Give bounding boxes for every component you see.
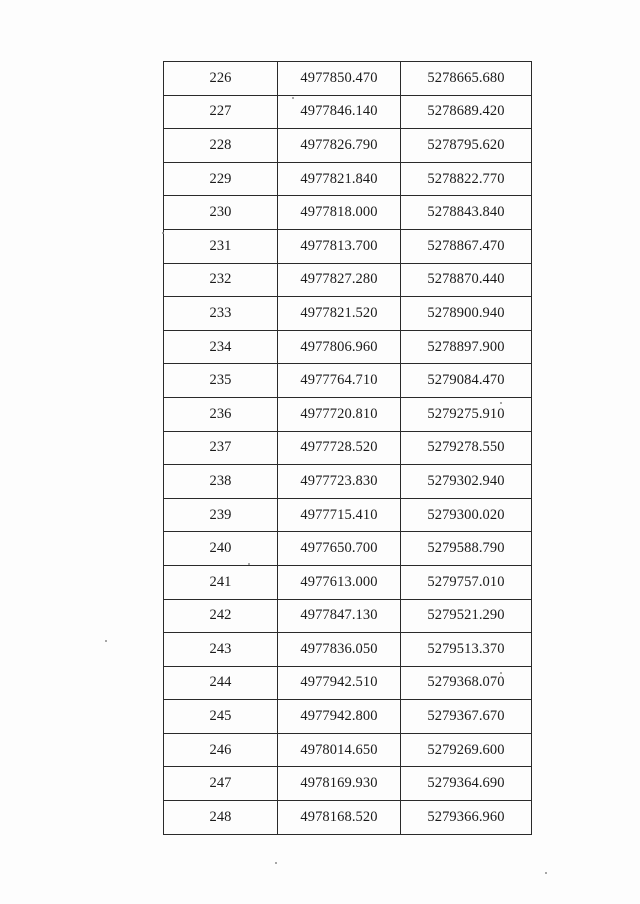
table-row [164, 95, 532, 129]
y-coordinate-cell: 5279364.690 [401, 767, 532, 801]
x-coordinate-cell: 4977764.710 [278, 364, 401, 398]
point-number-cell: 244 [164, 666, 278, 700]
scan-speck [545, 872, 547, 874]
x-coordinate-cell: 4977613.000 [278, 565, 401, 599]
y-coordinate-cell: 5279757.010 [401, 565, 532, 599]
point-number-cell: 231 [164, 229, 278, 263]
point-number-cell: 229 [164, 162, 278, 196]
x-coordinate-cell: 4977847.130 [278, 599, 401, 633]
y-coordinate-cell: 5279513.370 [401, 633, 532, 667]
scan-speck [500, 672, 502, 674]
table-row [164, 498, 532, 532]
y-coordinate-cell: 5279588.790 [401, 532, 532, 566]
table-row [164, 532, 532, 566]
table-row [164, 263, 532, 297]
y-coordinate-cell: 5279278.550 [401, 431, 532, 465]
table-row [164, 129, 532, 163]
point-number-cell: 246 [164, 733, 278, 767]
point-number-cell: 237 [164, 431, 278, 465]
table-row [164, 330, 532, 364]
y-coordinate-cell: 5279368.070 [401, 666, 532, 700]
table-row [164, 733, 532, 767]
point-number-cell: 227 [164, 95, 278, 129]
y-coordinate-cell: 5278795.620 [401, 129, 532, 163]
scan-speck [275, 862, 277, 864]
point-number-cell: 233 [164, 297, 278, 331]
x-coordinate-cell: 4977715.410 [278, 498, 401, 532]
coordinate-table-body [164, 62, 532, 835]
point-number-cell: 232 [164, 263, 278, 297]
scan-speck [105, 640, 107, 642]
table-row [164, 565, 532, 599]
x-coordinate-cell: 4978014.650 [278, 733, 401, 767]
x-coordinate-cell: 4977723.830 [278, 465, 401, 499]
point-number-cell: 228 [164, 129, 278, 163]
scan-speck [248, 563, 250, 565]
table-row [164, 666, 532, 700]
coordinate-table [163, 61, 532, 835]
table-row [164, 364, 532, 398]
x-coordinate-cell: 4977942.510 [278, 666, 401, 700]
point-number-cell: 247 [164, 767, 278, 801]
y-coordinate-cell: 5279521.290 [401, 599, 532, 633]
x-coordinate-cell: 4977826.790 [278, 129, 401, 163]
y-coordinate-cell: 5278665.680 [401, 62, 532, 96]
y-coordinate-cell: 5279366.960 [401, 801, 532, 835]
table-row [164, 767, 532, 801]
point-number-cell: 242 [164, 599, 278, 633]
table-row [164, 431, 532, 465]
scan-speck [292, 97, 294, 99]
y-coordinate-cell: 5279300.020 [401, 498, 532, 532]
point-number-cell: 238 [164, 465, 278, 499]
x-coordinate-cell: 4978168.520 [278, 801, 401, 835]
x-coordinate-cell: 4977942.800 [278, 700, 401, 734]
x-coordinate-cell: 4977836.050 [278, 633, 401, 667]
x-coordinate-cell: 4977813.700 [278, 229, 401, 263]
point-number-cell: 236 [164, 397, 278, 431]
point-number-cell: 234 [164, 330, 278, 364]
x-coordinate-cell: 4977850.470 [278, 62, 401, 96]
point-number-cell: 226 [164, 62, 278, 96]
y-coordinate-cell: 5279302.940 [401, 465, 532, 499]
point-number-cell: 248 [164, 801, 278, 835]
table-row [164, 162, 532, 196]
x-coordinate-cell: 4977821.840 [278, 162, 401, 196]
table-row [164, 599, 532, 633]
point-number-cell: 241 [164, 565, 278, 599]
x-coordinate-cell: 4977846.140 [278, 95, 401, 129]
x-coordinate-cell: 4977821.520 [278, 297, 401, 331]
y-coordinate-cell: 5278870.440 [401, 263, 532, 297]
table-row [164, 297, 532, 331]
y-coordinate-cell: 5279269.600 [401, 733, 532, 767]
x-coordinate-cell: 4977720.810 [278, 397, 401, 431]
y-coordinate-cell: 5278900.940 [401, 297, 532, 331]
y-coordinate-cell: 5278822.770 [401, 162, 532, 196]
table-row [164, 465, 532, 499]
x-coordinate-cell: 4977650.700 [278, 532, 401, 566]
point-number-cell: 243 [164, 633, 278, 667]
x-coordinate-cell: 4977827.280 [278, 263, 401, 297]
table-row [164, 229, 532, 263]
x-coordinate-cell: 4977728.520 [278, 431, 401, 465]
point-number-cell: 230 [164, 196, 278, 230]
table-row [164, 801, 532, 835]
point-number-cell: 245 [164, 700, 278, 734]
y-coordinate-cell: 5279084.470 [401, 364, 532, 398]
table-row [164, 633, 532, 667]
y-coordinate-cell: 5279367.670 [401, 700, 532, 734]
table-row [164, 700, 532, 734]
point-number-cell: 239 [164, 498, 278, 532]
x-coordinate-cell: 4977818.000 [278, 196, 401, 230]
point-number-cell: 235 [164, 364, 278, 398]
point-number-cell: 240 [164, 532, 278, 566]
scan-speck [162, 232, 164, 234]
x-coordinate-cell: 4978169.930 [278, 767, 401, 801]
table-row [164, 62, 532, 96]
table-row [164, 196, 532, 230]
y-coordinate-cell: 5279275.910 [401, 397, 532, 431]
y-coordinate-cell: 5278867.470 [401, 229, 532, 263]
y-coordinate-cell: 5278897.900 [401, 330, 532, 364]
table-row [164, 397, 532, 431]
y-coordinate-cell: 5278689.420 [401, 95, 532, 129]
x-coordinate-cell: 4977806.960 [278, 330, 401, 364]
scan-speck [500, 402, 502, 404]
y-coordinate-cell: 5278843.840 [401, 196, 532, 230]
